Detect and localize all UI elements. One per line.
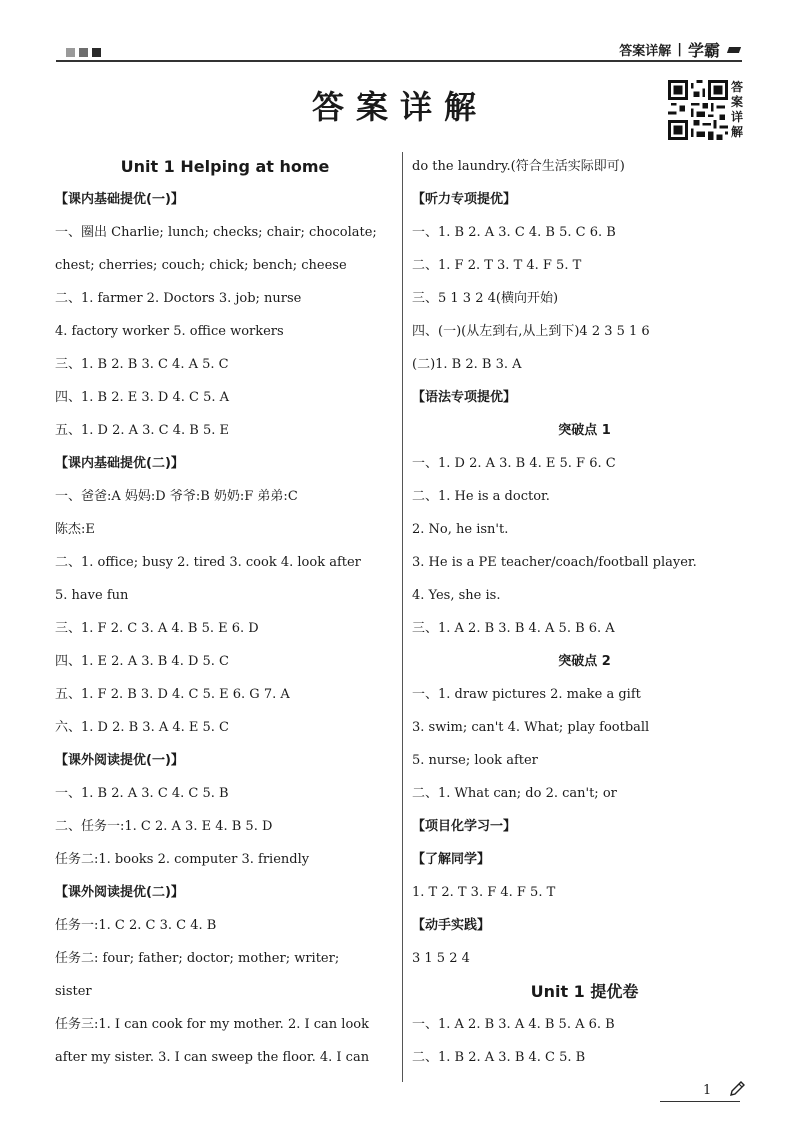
- unit-heading: Unit 1 Helping at home: [120, 157, 330, 176]
- answer-line: sister: [55, 984, 92, 999]
- answer-line: 六、1. D 2. B 3. A 4. E 5. C: [55, 720, 230, 735]
- section-heading: 【课内基础提优(二)】: [55, 456, 184, 471]
- header-section-label: 答案详解: [619, 44, 672, 59]
- answer-line: 一、1. B 2. A 3. C 4. B 5. C 6. B: [412, 225, 616, 240]
- answer-line: 一、1. A 2. B 3. A 4. B 5. A 6. B: [412, 1017, 615, 1032]
- unit-heading: Unit 1 提优卷: [530, 982, 639, 1001]
- answer-line: chest; cherries; couch; chick; bench; cheese: [55, 258, 347, 273]
- answer-line: 陈杰:E: [55, 522, 95, 537]
- answer-line: 二、1. F 2. T 3. T 4. F 5. T: [412, 258, 582, 273]
- answer-line: 3. He is a PE teacher/coach/football player.: [412, 555, 697, 570]
- answer-line: 四、1. E 2. A 3. B 4. D 5. C: [55, 654, 230, 669]
- answer-line: 二、1. office; busy 2. tired 3. cook 4. look after: [55, 555, 361, 570]
- answer-line: 三、5 1 3 2 4(横向开始): [412, 291, 559, 306]
- answer-line: 二、1. What can; do 2. can't; or: [412, 786, 617, 801]
- qr-label-char: 解: [731, 125, 744, 139]
- answer-line: 任务二: four; father; doctor; mother; writer;: [55, 951, 340, 966]
- answer-line: 3. swim; can't 4. What; play football: [412, 720, 650, 735]
- left-column: [55, 150, 395, 1074]
- page-number: 1: [703, 1083, 712, 1098]
- page-title: 答案详解: [311, 88, 488, 126]
- qr-label-char: 答: [731, 80, 744, 94]
- answer-line: after my sister. 3. I can sweep the floor. 4. I can: [55, 1050, 370, 1065]
- section-heading: 【项目化学习一】: [412, 819, 517, 834]
- section-heading: 【了解同学】: [412, 852, 491, 867]
- answer-line: 三、1. F 2. C 3. A 4. B 5. E 6. D: [55, 621, 259, 636]
- answer-line: 一、1. B 2. A 3. C 4. C 5. B: [55, 786, 229, 801]
- answer-line: 任务三:1. I can cook for my mother. 2. I can look: [55, 1017, 369, 1032]
- answer-line: 5. have fun: [55, 588, 129, 603]
- answer-line: 一、圈出 Charlie; lunch; checks; chair; chocolate;: [55, 225, 377, 240]
- section-heading: 【课外阅读提优(一)】: [55, 753, 184, 768]
- graduation-cap-icon: [727, 47, 741, 53]
- answer-line: 一、1. D 2. A 3. B 4. E 5. F 6. C: [412, 456, 616, 471]
- answer-line: 任务一:1. C 2. C 3. C 4. B: [55, 918, 217, 933]
- answer-line: do the laundry.(符合生活实际即可): [412, 159, 625, 174]
- answer-line: 二、1. B 2. A 3. B 4. C 5. B: [412, 1050, 586, 1065]
- right-column: [412, 150, 757, 1074]
- subsection-heading: 突破点 1: [558, 423, 611, 438]
- answer-line: 一、1. draw pictures 2. make a gift: [412, 687, 641, 702]
- answer-line: 四、(一)(从左到右,从上到下)4 2 3 5 1 6: [412, 324, 650, 339]
- column-divider: [402, 152, 403, 1082]
- answer-line: 四、1. B 2. E 3. D 4. C 5. A: [55, 390, 230, 405]
- answer-line: 任务二:1. books 2. computer 3. friendly: [55, 852, 310, 867]
- header-square: [79, 48, 88, 57]
- qr-code-icon: [668, 80, 728, 140]
- subsection-heading: 突破点 2: [558, 654, 611, 669]
- header-squares: [66, 48, 101, 57]
- header-separator: |: [677, 42, 682, 57]
- qr-label-char: 案: [731, 95, 744, 109]
- answer-line: (二)1. B 2. B 3. A: [412, 357, 522, 372]
- answer-line: 二、任务一:1. C 2. A 3. E 4. B 5. D: [55, 819, 273, 834]
- section-heading: 【课外阅读提优(二)】: [55, 885, 184, 900]
- header-square: [66, 48, 75, 57]
- answer-line: 3 1 5 2 4: [412, 951, 470, 966]
- answer-line: 2. No, he isn't.: [412, 522, 509, 537]
- qr-label: [731, 80, 747, 140]
- section-heading: 【课内基础提优(一)】: [55, 192, 184, 207]
- footer-rule: [660, 1101, 740, 1102]
- qr-label-char: 详: [731, 110, 744, 124]
- answer-line: 5. nurse; look after: [412, 753, 538, 768]
- answer-line: 一、爸爸:A 妈妈:D 爷爷:B 奶奶:F 弟弟:C: [55, 489, 298, 504]
- header-square: [92, 48, 101, 57]
- header-brand: 学霸: [687, 41, 720, 60]
- answer-line: 1. T 2. T 3. F 4. F 5. T: [412, 885, 556, 900]
- section-heading: 【动手实践】: [412, 918, 491, 933]
- answer-line: 4. Yes, she is.: [412, 588, 501, 603]
- section-heading: 【语法专项提优】: [412, 390, 517, 405]
- pencil-icon: [728, 1080, 746, 1098]
- answer-line: 三、1. B 2. B 3. C 4. A 5. C: [55, 357, 229, 372]
- answer-line: 二、1. He is a doctor.: [412, 489, 550, 504]
- answer-line: 二、1. farmer 2. Doctors 3. job; nurse: [55, 291, 302, 306]
- answer-line: 4. factory worker 5. office workers: [55, 324, 284, 339]
- header-right: [619, 38, 740, 61]
- answer-line: 三、1. A 2. B 3. B 4. A 5. B 6. A: [412, 621, 615, 636]
- section-heading: 【听力专项提优】: [412, 192, 517, 207]
- answer-line: 五、1. F 2. B 3. D 4. C 5. E 6. G 7. A: [55, 687, 290, 702]
- answer-line: 五、1. D 2. A 3. C 4. B 5. E: [55, 423, 230, 438]
